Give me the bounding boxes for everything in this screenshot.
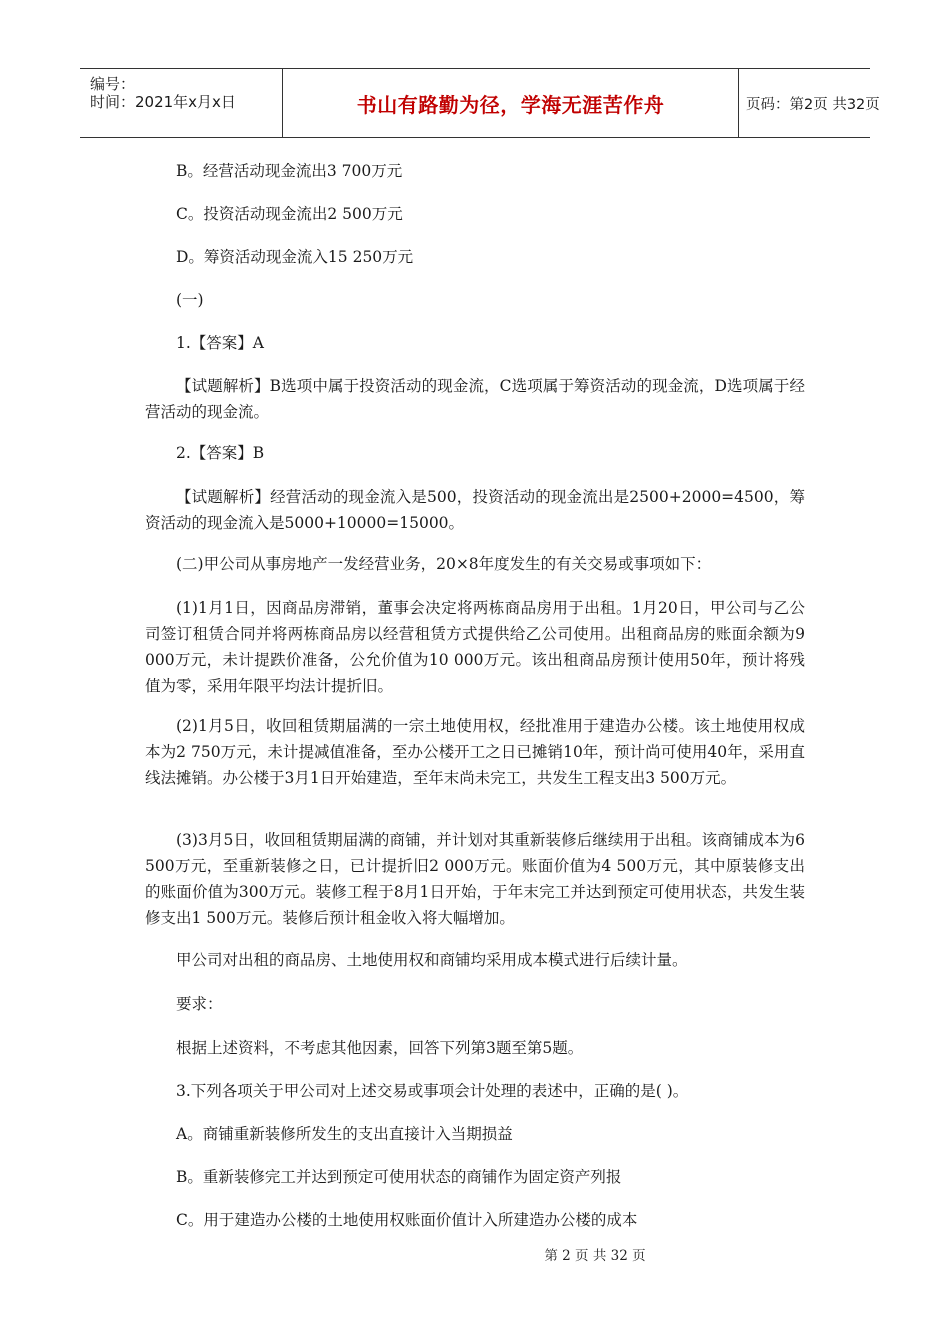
answer-2: 2.【答案】B [176,444,265,462]
requirement-label: 要求： [176,995,223,1013]
item-3-paragraph: (3)3月5日，收回租赁期届满的商铺，并计划对其重新装修后继续用于出租。该商铺成本为6 500万元，至重新装修之日，已计提折旧2 000万元。账面价值为4 500万元，其中原装修支出的账面价值为300万元。装修工程于8月1日开始，于年末完工并达到预定可使用状态，共发生装修支出1 500万元。装修后预计租金收入将大幅增加。 [145,831,805,927]
section-one-heading: (一) [176,291,204,309]
analysis-1: 【试题解析】B选项中属于投资活动的现金流，C选项属于筹资活动的现金流，D选项属于经营活动的现金流。 [145,377,805,421]
question-3: 3.下列各项关于甲公司对上述交易或事项会计处理的表述中，正确的是( )。 [176,1082,689,1100]
question-3-option-a: A。商铺重新装修所发生的支出直接计入当期损益 [176,1125,513,1143]
question-3-option-b: B。重新装修完工并达到预定可使用状态的商铺作为固定资产列报 [176,1168,622,1186]
question-3-option-c: C。用于建造办公楼的土地使用权账面价值计入所建造办公楼的成本 [176,1211,638,1229]
item-1-paragraph: (1)1月1日，因商品房滞销，董事会决定将两栋商品房用于出租。1月20日，甲公司与乙公司签订租赁合同并将两栋商品房以经营租赁方式提供给乙公司使用。出租商品房的账面余额为9 000万元，未计提跌价准备，公允价值为10 000万元。该出租商品房预计使用50年，预计将残值为零，采用年限平均法计提折旧。 [145,599,805,695]
option-c-prev: C。投资活动现金流出2 500万元 [176,205,403,223]
section-two-heading: (二)甲公司从事房地产一发经营业务，20×8年度发生的有关交易或事项如下： [176,555,712,573]
instruction-line: 根据上述资料，不考虑其他因素，回答下列第3题至第5题。 [176,1039,584,1057]
page-header [80,68,880,138]
page-footer [0,1244,950,1264]
number-label: 编号： [90,75,136,93]
header-page-info: 页码：第2页 共32页 [746,96,880,113]
header-meta [80,69,282,137]
time-label: 时间：2021年x月x日 [90,93,236,111]
option-d-prev: D。筹资活动现金流入15 250万元 [176,248,414,266]
measurement-note: 甲公司对出租的商品房、土地使用权和商铺均采用成本模式进行后续计量。 [176,951,688,969]
footer-page-number: 第 2 页 共 32 页 [544,1248,646,1264]
option-b-prev: B。经营活动现金流出3 700万元 [176,162,403,180]
header-motto: 书山有路勤为径，学海无涯苦作舟 [282,69,739,137]
answer-1: 1.【答案】A [176,334,264,352]
item-2-paragraph: (2)1月5日，收回租赁期届满的一宗土地使用权，经批准用于建造办公楼。该土地使用权成本为2 750万元，未计提减值准备，至办公楼开工之日已摊销10年，预计尚可使用40年，采用直线法摊销。办公楼于3月1日开始建造，至年末尚未完工，共发生工程支出3 500万元。 [145,717,805,787]
analysis-2: 【试题解析】经营活动的现金流入是500，投资活动的现金流出是2500+2000=4500，筹资活动的现金流入是5000+10000=15000。 [145,488,805,532]
